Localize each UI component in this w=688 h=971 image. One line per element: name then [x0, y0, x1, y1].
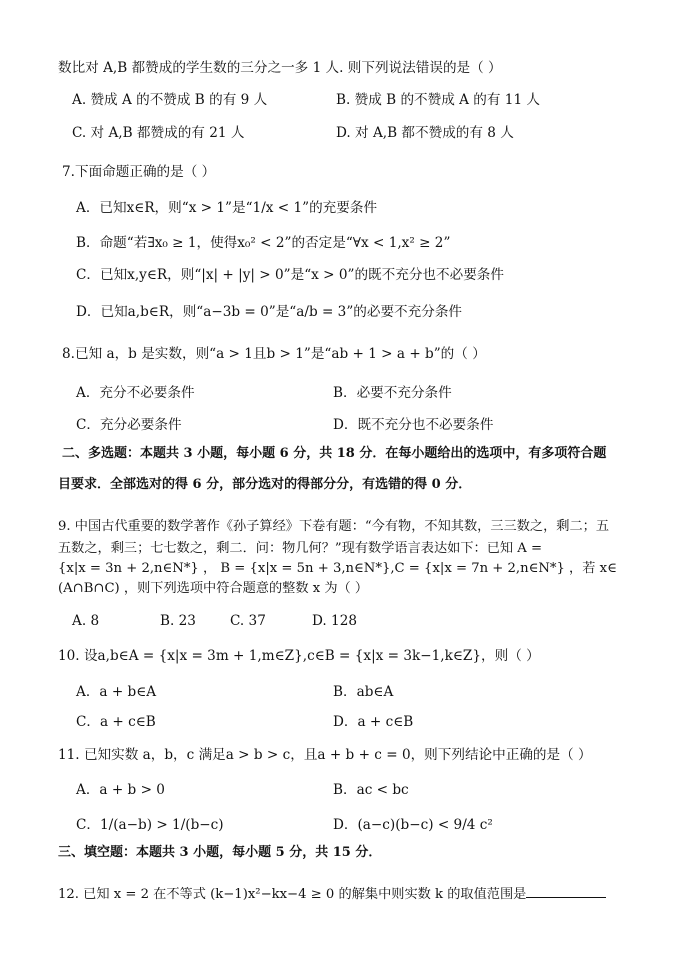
q8-option-a: A．充分不必要条件 [76, 385, 195, 401]
q12-stem [58, 883, 606, 905]
q6-option-c: C. 对 A,B 都赞成的有 21 人 [72, 125, 245, 141]
q9-option-a: A. 8 [72, 613, 100, 629]
q11-stem: 11. 已知实数 a，b，c 满足a > b > c，且a + b + c = 0，则下列结论中正确的是（ ） [58, 747, 592, 763]
section2-header-line2: 目要求．全部选对的得 6 分，部分选对的得部分分，有选错的得 0 分． [58, 477, 472, 492]
q7-option-d: D．已知a,b∈R，则“a−3b = 0”是“a/b = 3”的必要不充分条件 [76, 304, 463, 320]
section2-header-line1: 二、多选题：本题共 3 小题，每小题 6 分，共 18 分．在每小题给出的选项中，有多项符合题 [62, 446, 607, 461]
q9-option-d: D. 128 [312, 613, 358, 629]
q7-option-c: C．已知x,y∈R，则“|x| + |y| > 0”是“x > 0”的既不充分也不必要条件 [76, 267, 504, 283]
q9-option-c: C. 37 [230, 613, 266, 629]
q11-option-a: A．a + b > 0 [76, 782, 165, 798]
q10-stem: 10. 设a,b∈A = {x|x = 3m + 1,m∈Z},c∈B = {x|x = 3k−1,k∈Z}，则（ ） [58, 648, 540, 664]
q10-option-b: B．ab∈A [333, 684, 394, 700]
section3-header: 三、填空题：本题共 3 小题，每小题 5 分，共 15 分． [58, 845, 382, 860]
q6-option-a: A. 赞成 A 的不赞成 B 的有 9 人 [72, 92, 268, 108]
q7-option-a: A．已知x∈R，则“x > 1”是“1/x < 1”的充要条件 [76, 200, 378, 216]
q9-stem-line4: (A∩B∩C) ，则下列选项中符合题意的整数 x 为（ ） [58, 581, 369, 596]
q6-stem-tail: 数比对 A,B 都赞成的学生数的三分之一多 1 人. 则下列说法错误的是（ ） [58, 60, 502, 76]
q10-option-a: A．a + b∈A [76, 684, 157, 700]
q10-option-d: D．a + c∈B [333, 714, 414, 730]
q8-option-c: C．充分必要条件 [76, 417, 182, 433]
q11-option-c: C．1/(a−b) > 1/(b−c) [76, 817, 224, 833]
q6-option-d: D. 对 A,B 都不赞成的有 8 人 [336, 125, 514, 141]
q10-option-c: C．a + c∈B [76, 714, 156, 730]
q7-stem: 7.下面命题正确的是（ ） [62, 164, 216, 180]
q9-stem-line2: 五数之，剩三；七七数之，剩二．问：物几何？”现有数学语言表达如下：已知 A = [58, 541, 543, 556]
q9-stem-line1: 9. 中国古代重要的数学著作《孙子算经》下卷有题：“今有物，不知其数，三三数之，剩二；五 [58, 519, 610, 534]
q11-option-b: B．ac < bc [333, 782, 409, 798]
q8-option-d: D．既不充分也不必要条件 [333, 417, 494, 433]
q7-option-b: B．命题“若∃x₀ ≥ 1，使得x₀² < 2”的否定是“∀x < 1,x² ≥ 2” [76, 235, 451, 251]
q8-option-b: B．必要不充分条件 [333, 385, 452, 401]
q8-stem: 8.已知 a，b 是实数，则“a > 1且b > 1”是“ab + 1 > a + b”的（ ） [62, 346, 486, 362]
q11-option-d: D．(a−c)(b−c) < 9/4 c² [333, 817, 493, 833]
q12-stem-text: 12. 已知 x = 2 在不等式 (k−1)x²−kx−4 ≥ 0 的解集中则实数 k 的取值范围是 [58, 887, 527, 902]
q6-option-b: B. 赞成 B 的不赞成 A 的有 11 人 [336, 92, 541, 108]
q12-answer-blank[interactable] [526, 883, 606, 898]
q9-stem-line3: {x|x = 3n + 2,n∈N*} ， B = {x|x = 5n + 3,n∈N*},C = {x|x = 7n + 2,n∈N*} ，若 x∈ [58, 561, 617, 576]
q9-option-b: B. 23 [160, 613, 196, 629]
